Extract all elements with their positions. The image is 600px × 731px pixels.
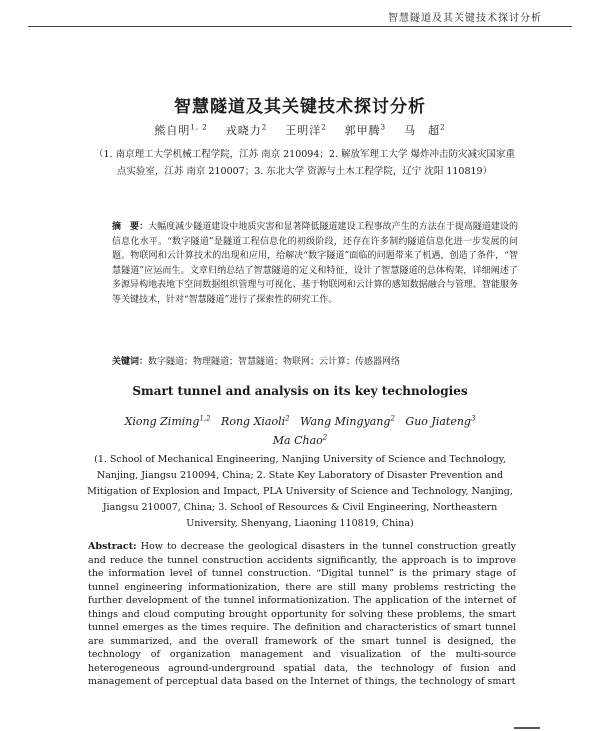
authors-cn: [0, 122, 600, 138]
abstract-cn-text: 大幅度减少隧道建设中地质灾害和显著降低隧道建设工程事故产生的方法在于提高隧道建设的信息化水平。“数字隧道”是隧道工程信息化的初级阶段，还存在许多制约隧道信息化进一步发展的问题。物联网和云计算技术的出现和应用，给解决“数字隧道”面临的问题带来了机遇，创造了条件，“智慧隧道”应运而生。文章归纳总结了智慧隧道的定义和特征，设计了智慧隧道的总体构架，详细阐述了多源异构地表地下空间数据组织管理与可视化、基于物联网和云计算的感知数据融合与管理、智能服务等关键技术，针对“智慧隧道”进行了探索性的研究工作。: [112, 222, 518, 305]
author-cn: 王明洋$^2$: [285, 123, 327, 137]
abstract-en-text: How to decrease the geological disasters in the tunnel construction greatly and reduce the tunnel construction accidents significantly, the approach is to improve the information level of tunnel construction. “Digital tunnel” is the primary stage of tunnel engineering informationization, there are still many problems restricting the further development of the tunnel informationization. The application of the internet of things and cloud computing brought opportunity for solving these problems, the smart tunnel emerges as the times require. The definition and characteristics of smart tunnel are summarized, and the overall framework of the smart tunnel is designed, the technology of organization management and visualization of the multi-source heterogeneous aground-underground spatial data, the technology of fusion and management of perceptual data based on the Internet of things, the technology of smart: [88, 541, 516, 687]
author-en: Wang Mingyang$^2$: [300, 414, 395, 428]
affiliations-en: (1. School of Mechanical Engineering, Nanjing University of Science and Technology, Nanjing, Jiangsu 210094, China; 2. State Key Laboratory of Disaster Prevention and Mitigation of Explosion and Impact, PLA University of Science and Technology, Nanjing, Jiangsu 210007, China; 3. School of Resources & Civil Engineering, Northeastern University, Shenyang, Liaoning 110819, China): [87, 454, 513, 529]
page-mark: [514, 727, 540, 729]
authors-en: [100, 410, 500, 449]
affiliations-cn: （1. 南京理工大学机械工程学院，江苏 南京 210094；2. 解放军理工大学 爆炸冲击防灾减灾国家重点实验室，江苏 南京 210007；3. 东北大学 资源与土木工程学院，辽宁 沈阳 110819）: [94, 149, 515, 177]
author-en: Rong Xiaoli$^2$: [221, 414, 290, 428]
abstract-en: [88, 540, 516, 689]
abstract-cn: [112, 220, 518, 307]
author-en: Ma Chao$^2$: [272, 433, 328, 448]
author-cn: 戎晓力$^2$: [225, 123, 268, 137]
keywords-cn-label: 关键词：: [112, 357, 149, 367]
page-header: [0, 0, 600, 28]
author-cn: 马 超$^2$: [404, 123, 446, 137]
keywords-cn-text: 数字隧道；物理隧道；智慧隧道；物联网；云计算；传感器网络: [148, 357, 401, 367]
title-cn: 智慧隧道及其关键技术探讨分析: [174, 97, 426, 117]
keywords-cn: [112, 355, 518, 369]
author-en: Xiong Ziming$^{1,2}$: [124, 414, 211, 428]
running-head: 智慧隧道及其关键技术探讨分析: [388, 13, 542, 24]
abstract-en-label: Abstract:: [88, 541, 137, 552]
author-cn: 郭甲腾$^3$: [344, 123, 387, 137]
author-en: Guo Jiateng$^3$: [405, 414, 476, 428]
abstract-cn-label: 摘 要：: [112, 222, 149, 232]
author-cn: 熊自明$^{1, 2}$: [154, 123, 208, 137]
header-rule: [28, 26, 572, 27]
title-en: Smart tunnel and analysis on its key technologies: [132, 384, 468, 398]
